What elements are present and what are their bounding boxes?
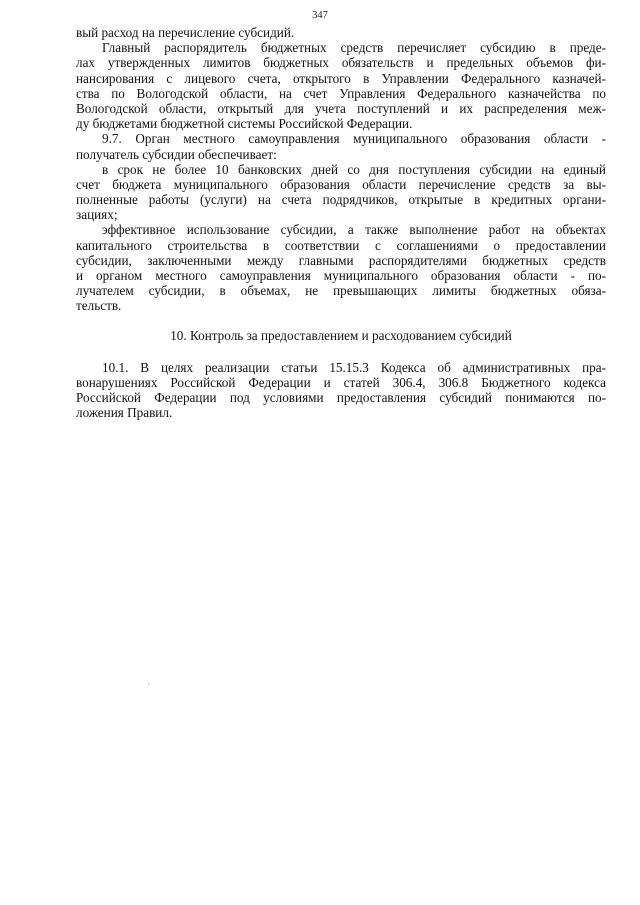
text-line: в срок не более 10 банковских дней со дня поступления субсидии на единый bbox=[102, 161, 606, 177]
text-line: лах утвержденных лимитов бюджетных обязательств и предельных объемов фи- bbox=[76, 55, 606, 71]
text-line: вонарушениях Российской Федерации и статей 306.4, 306.8 Бюджетного кодекса bbox=[76, 374, 606, 390]
text-line: субсидии, заключенными между главными распорядителями бюджетных средств bbox=[76, 252, 606, 268]
text-line: зациях; bbox=[76, 207, 118, 223]
text-line: лучателем субсидии, в объемах, не превышающих лимиты бюджетных обяза- bbox=[76, 283, 606, 299]
text-line: ду бюджетами бюджетной системы Российской Федерации. bbox=[76, 116, 413, 132]
scan-speck bbox=[148, 683, 149, 684]
text-line: тельств. bbox=[76, 298, 122, 314]
text-line: счет бюджета муниципального образования области перечисление средств за вы- bbox=[76, 176, 606, 192]
paragraph-10-1 bbox=[76, 360, 606, 421]
paragraph-9-7 bbox=[76, 131, 606, 161]
text-line: полненные работы (услуги) на счета подрядчиков, открытые в кредитных органи- bbox=[76, 192, 606, 208]
text-line: вый расход на перечисление субсидий. bbox=[76, 25, 295, 40]
paragraph-treasury-transfer bbox=[76, 40, 606, 131]
text-line: Вологодской области, открытый для учета поступлений и их распределения меж- bbox=[76, 100, 606, 116]
text-line: эффективное использование субсидии, а также выполнение работ на объектах bbox=[102, 222, 606, 238]
page-number: 347 bbox=[312, 10, 328, 21]
paragraph-effective-use bbox=[76, 222, 606, 313]
text-line: 10.1. В целях реализации статьи 15.15.3 Кодекса об административных пра- bbox=[102, 359, 606, 375]
text-line: получатель субсидии обеспечивает: bbox=[76, 146, 277, 162]
text-line: капитального строительства в соответствии с соглашениями о предоставлении bbox=[76, 237, 606, 253]
paragraph-transfer-deadline bbox=[76, 162, 606, 223]
text-line: нансирования с лицевого счета, открытого в Управлении Федерального казначей- bbox=[76, 70, 606, 86]
paragraph-continuation bbox=[76, 25, 606, 40]
section-heading: 10. Контроль за предоставлением и расходованием субсидий bbox=[170, 327, 512, 343]
text-line: ложения Правил. bbox=[76, 405, 173, 421]
text-line: Главный распорядитель бюджетных средств перечисляет субсидию в преде- bbox=[102, 40, 606, 56]
text-line: ства по Вологодской области, на счет Управления Федерального казначейства по bbox=[76, 85, 606, 101]
text-line: Российской Федерации под условиями предоставления субсидий понимаются по- bbox=[76, 390, 606, 406]
text-line: и органом местного самоуправления муниципального образования области - по- bbox=[76, 268, 606, 283]
text-line: 9.7. Орган местного самоуправления муниципального образования области - bbox=[102, 131, 606, 147]
document-body bbox=[76, 25, 606, 421]
